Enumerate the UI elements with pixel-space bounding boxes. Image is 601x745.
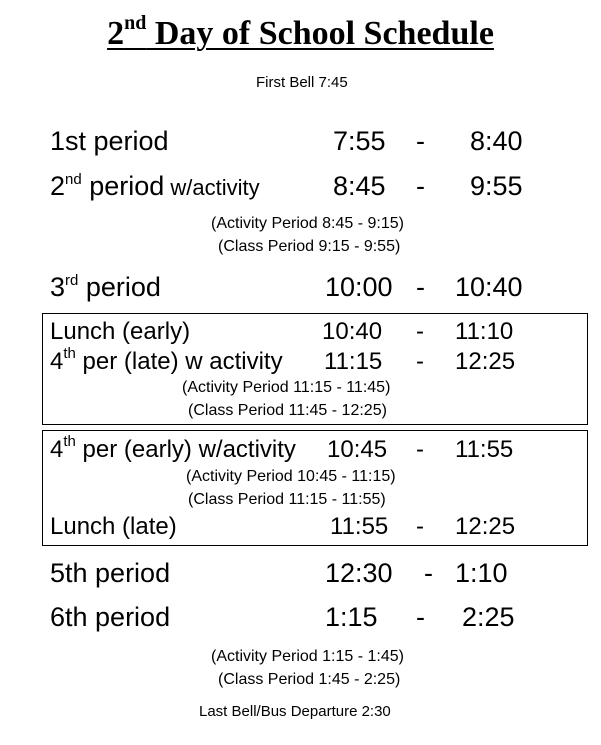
schedule-row-4th-late — [0, 347, 601, 381]
time-separator: - — [416, 513, 424, 540]
end-time: 2:25 — [462, 602, 515, 632]
schedule-row-5th-period — [0, 556, 601, 590]
class-note: (Class Period 1:45 - 2:25) — [218, 671, 401, 688]
end-time: 11:55 — [455, 436, 514, 463]
time-separator: - — [416, 126, 425, 156]
schedule-row-6th-period — [0, 600, 601, 634]
start-time: 10:00 — [325, 272, 393, 302]
time-separator: - — [424, 558, 433, 588]
class-note: (Class Period 11:15 - 11:55) — [188, 491, 386, 508]
start-time: 1:15 — [325, 602, 378, 632]
end-time: 12:25 — [455, 513, 516, 540]
time-separator: - — [416, 318, 424, 345]
start-time: 8:45 — [333, 171, 386, 201]
start-time: 11:15 — [324, 348, 383, 375]
period-label: 2nd period w/activity — [50, 171, 260, 201]
period-label: Lunch (early) — [50, 318, 191, 345]
period-label: Lunch (late) — [50, 513, 177, 540]
period-label: 3rd period — [50, 272, 161, 302]
time-separator: - — [416, 348, 424, 375]
first-bell: First Bell 7:45 — [256, 74, 348, 91]
time-separator: - — [416, 272, 425, 302]
end-time: 1:10 — [455, 558, 508, 588]
schedule-row-4th-early — [0, 435, 601, 469]
period-label: 4th per (early) w/activity — [50, 433, 296, 463]
start-time: 11:55 — [330, 513, 389, 540]
last-bell: Last Bell/Bus Departure 2:30 — [199, 703, 391, 720]
time-separator: - — [416, 171, 425, 201]
end-time: 8:40 — [470, 126, 523, 156]
period-label: 5th period — [50, 558, 171, 588]
end-time: 9:55 — [470, 171, 523, 201]
start-time: 10:40 — [322, 318, 383, 345]
schedule-row-lunch-late — [0, 512, 601, 546]
start-time: 7:55 — [333, 126, 386, 156]
schedule-row-lunch-early — [0, 317, 601, 351]
class-note: (Class Period 9:15 - 9:55) — [218, 238, 401, 255]
end-time: 10:40 — [455, 272, 523, 302]
start-time: 10:45 — [327, 436, 388, 463]
end-time: 12:25 — [455, 348, 516, 375]
start-time: 12:30 — [325, 558, 393, 588]
schedule-row-1st-period — [0, 124, 601, 158]
activity-note: (Activity Period 10:45 - 11:15) — [186, 468, 396, 485]
activity-note: (Activity Period 1:15 - 1:45) — [211, 648, 404, 665]
class-note: (Class Period 11:45 - 12:25) — [188, 402, 387, 419]
period-label: 4th per (late) w activity — [50, 345, 283, 375]
time-separator: - — [416, 436, 424, 463]
activity-note: (Activity Period 11:15 - 11:45) — [182, 379, 391, 396]
end-time: 11:10 — [455, 318, 514, 345]
period-label: 1st period — [50, 126, 169, 156]
schedule-row-3rd-period — [0, 270, 601, 304]
time-separator: - — [416, 602, 425, 632]
page-title: 2nd Day of School Schedule — [107, 12, 494, 52]
schedule-row-2nd-period — [0, 169, 601, 203]
period-label: 6th period — [50, 602, 171, 632]
activity-note: (Activity Period 8:45 - 9:15) — [211, 215, 404, 232]
